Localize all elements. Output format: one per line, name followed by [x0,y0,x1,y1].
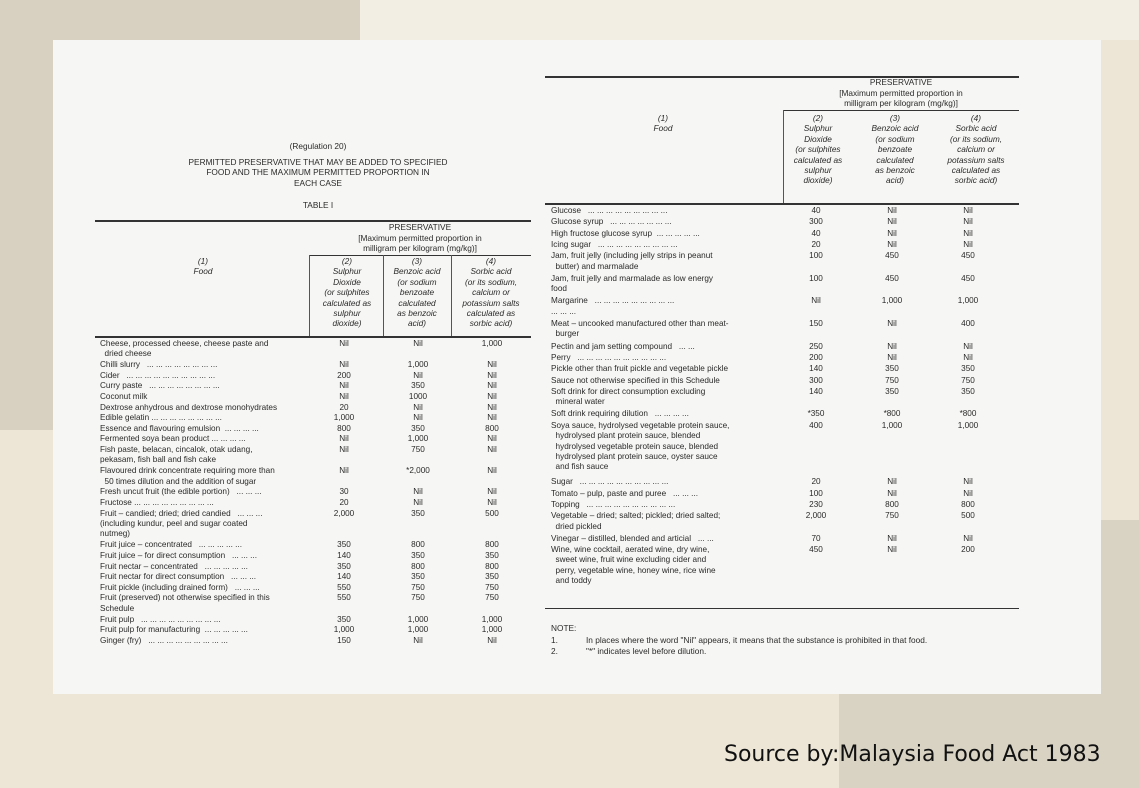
sulphur-cell: 70 [811,533,821,543]
sulphur-cell: Nil [339,466,349,476]
food-cell: Cider ... ... ... ... ... ... ... ... ... ... [100,370,216,380]
food-cell: Fruit pickle (including drained form) ... ... ... [100,582,260,592]
header-rule [783,110,1019,111]
col-sorbic-header: (4) Sorbic acid (or its sodium, calcium or potassium salts calculated as sorbic acid) [462,256,520,329]
benzoic-cell: 1,000 [881,420,903,430]
benzoic-cell: 350 [411,508,425,518]
sulphur-cell: 140 [809,386,823,396]
benzoic-cell: 1000 [408,392,428,401]
sorbic-cell: 1,000 [957,296,979,306]
table-rule [545,203,1019,205]
sulphur-cell: 1,000 [333,413,355,423]
food-cell: Soft drink for direct consumption excluding mineral water [551,386,706,407]
sulphur-cell: 20 [811,477,821,487]
table-label: TABLE I [302,200,334,210]
benzoic-cell: 750 [885,375,899,385]
food-cell: Soya sauce, hydrolysed vegetable protein sauce, hydrolysed plant protein sauce, blended hydrolysed vegetable protein sauce, blended hydrolysed plant protein sauce, oyster sauce and fish sauce [551,420,730,472]
food-cell: Edible gelatin ... ... ... ... ... ... ... ... [100,413,222,423]
food-cell: Chilli slurry ... ... ... ... ... ... ... ... [100,360,218,370]
sorbic-cell: 800 [485,561,499,571]
benzoic-cell: 350 [411,572,425,582]
food-cell: Vegetable – dried; salted; pickled; dried salted; dried pickled [551,511,721,531]
benzoic-cell: Nil [887,352,897,362]
sorbic-cell: Nil [487,487,497,497]
food-cell: High fructose glucose syrup ... ... ... ... ... [551,228,700,238]
sulphur-cell: 140 [809,364,823,374]
max-proportion-heading: [Maximum permitted proportion in milligram per kilogram (mg/kg)] [358,233,482,254]
sorbic-cell: Nil [963,206,973,215]
food-cell: Fresh uncut fruit (the edible portion) ... ... ... [100,487,262,497]
benzoic-cell: 350 [411,381,425,391]
sorbic-cell: 750 [961,375,975,385]
sorbic-cell: 500 [485,508,499,518]
sulphur-cell: 20 [811,239,821,249]
table-title: PERMITTED PRESERVATIVE THAT MAY BE ADDED TO SPECIFIED FOOD AND THE MAXIMUM PERMITTED PROPORTION IN EACH CASE [188,157,448,188]
benzoic-cell: Nil [887,341,897,351]
sorbic-cell: 1,000 [957,420,979,430]
food-cell: Jam, fruit jelly (including jelly strips in peanut butter) and marmalade [551,251,713,271]
sulphur-cell: 100 [809,251,823,261]
sorbic-cell: Nil [487,392,497,401]
food-cell: Fruit pulp ... ... ... ... ... ... ... ... ... [100,614,221,624]
sorbic-cell: 350 [485,572,499,582]
benzoic-cell: Nil [887,239,897,249]
benzoic-cell: 1,000 [407,625,429,635]
sorbic-cell: *800 [959,409,977,419]
col-divider [451,255,452,336]
sorbic-cell: 750 [485,582,499,592]
benzoic-cell: Nil [887,533,897,543]
sorbic-cell: 350 [961,386,975,396]
sorbic-cell: 1,000 [481,614,503,624]
sorbic-cell: Nil [487,370,497,380]
sorbic-cell: 450 [961,251,975,261]
sulphur-cell: 140 [337,551,351,560]
benzoic-cell: 750 [411,445,425,454]
sorbic-cell: Nil [963,239,973,249]
food-cell: Curry paste ... ... ... ... ... ... ... ... [100,381,220,391]
sorbic-cell: Nil [963,341,973,351]
sulphur-cell: 250 [809,341,823,351]
regulation-label: (Regulation 20) [289,141,347,151]
food-cell: Icing sugar ... ... ... ... ... ... ... ... ... [551,239,678,249]
sorbic-cell: Nil [487,360,497,370]
benzoic-cell: 750 [411,593,425,603]
sulphur-cell: 100 [809,488,823,498]
food-cell: Fruit juice – concentrated ... ... ... ... ... [100,540,242,550]
food-cell: Ginger (fry) ... ... ... ... ... ... ... ... ... [100,635,228,645]
note-number: 2. [551,646,558,656]
sorbic-cell: Nil [963,533,973,543]
benzoic-cell: 800 [411,561,425,571]
sulphur-cell: 350 [337,561,351,571]
col-divider [309,255,310,336]
note-text: In places where the word "Nil" appears, it means that the substance is prohibited in that food. [586,635,928,645]
sorbic-cell: 200 [961,545,975,554]
sorbic-cell: Nil [963,217,973,227]
food-cell: Wine, wine cocktail, aerated wine, dry wine, sweet wine, fruit wine excluding cider and perry, vegetable wine, honey wine, rice wine and toddy [551,545,716,586]
sorbic-cell: Nil [487,402,497,412]
sulphur-cell: Nil [811,296,821,306]
benzoic-cell: 1,000 [881,296,903,306]
food-cell: Fruit – candied; dried; dried candied ... ... ... (including kundur, peel and sugar coated nutmeg) [100,508,263,539]
note-title: NOTE: [551,623,577,633]
food-cell: Fish paste, belacan, cincalok, otak udang, pekasam, fish ball and fish cake [100,445,253,465]
sorbic-cell: Nil [963,228,973,238]
food-cell: Glucose syrup ... ... ... ... ... ... ... [551,217,672,227]
col-sulphur-header: (2) Sulphur Dioxide (or sulphites calculated as sulphur dioxide) [793,113,843,186]
sorbic-cell: Nil [487,445,497,454]
benzoic-cell: 1,000 [407,614,429,624]
sorbic-cell: 750 [485,593,499,603]
sulphur-cell: 550 [337,582,351,592]
benzoic-cell: 1,000 [407,360,429,370]
food-cell: Flavoured drink concentrate requiring more than 50 times dilution and the addition of sugar [100,466,275,486]
document-page [53,40,1101,694]
benzoic-cell: 800 [411,540,425,550]
sulphur-cell: Nil [339,445,349,454]
sorbic-cell: Nil [487,413,497,423]
sulphur-cell: 150 [809,319,823,328]
benzoic-cell: *2,000 [406,466,430,476]
sulphur-cell: 140 [337,572,351,582]
benzoic-cell: 350 [411,551,425,560]
food-cell: Jam, fruit jelly and marmalade as low energy food [551,273,713,294]
food-cell: Pectin and jam setting compound ... ... [551,341,695,351]
table-rule [95,336,531,338]
sulphur-cell: 20 [339,498,349,507]
col-food-header: (1) Food [653,113,673,134]
sulphur-cell: Nil [339,381,349,391]
food-cell: Soft drink requiring dilution ... ... ... ... [551,409,689,419]
sulphur-cell: 450 [809,545,823,554]
benzoic-cell: 450 [885,273,899,283]
sorbic-cell: 800 [485,423,499,433]
sulphur-cell: 40 [811,206,821,215]
food-cell: Dextrose anhydrous and dextrose monohydrates [100,402,278,412]
benzoic-cell: Nil [887,477,897,487]
benzoic-cell: Nil [887,206,897,215]
col-divider [383,255,384,336]
sulphur-cell: 550 [337,593,351,603]
benzoic-cell: Nil [887,319,897,328]
sorbic-cell: Nil [487,381,497,391]
food-cell: Margarine ... ... ... ... ... ... ... ... ... ... ... ... [551,296,675,316]
col-divider [783,110,784,203]
food-cell: Fruit nectar – concentrated ... ... ... ... ... [100,561,248,571]
sulphur-cell: 2,000 [805,511,827,521]
sulphur-cell: 200 [809,352,823,362]
benzoic-cell: Nil [413,370,423,380]
food-cell: Fructose ... ... ... ... ... ... ... ... ... [100,498,214,507]
benzoic-cell: 750 [411,582,425,592]
benzoic-cell: Nil [413,635,423,645]
food-cell: Glucose ... ... ... ... ... ... ... ... ... [551,206,668,215]
note-text: "*" indicates level before dilution. [586,646,707,656]
sorbic-cell: 800 [961,499,975,509]
benzoic-cell: 1,000 [407,434,429,444]
benzoic-cell: 350 [885,364,899,374]
sulphur-cell: 350 [337,540,351,550]
sulphur-cell: Nil [339,434,349,444]
sulphur-cell: 350 [337,614,351,624]
sulphur-cell: 230 [809,499,823,509]
food-cell: Fermented soya bean product ... ... ... ... [100,434,246,444]
sulphur-cell: Nil [339,392,349,401]
preservative-heading: PRESERVATIVE [869,77,933,87]
food-cell: Sauce not otherwise specified in this Schedule [551,375,720,385]
sorbic-cell: 800 [485,540,499,550]
sulphur-cell: 1,000 [333,625,355,635]
sulphur-cell: Nil [339,339,349,348]
benzoic-cell: 800 [885,499,899,509]
sulphur-cell: *350 [807,409,825,419]
sorbic-cell: 400 [961,319,975,328]
food-cell: Cheese, processed cheese, cheese paste and dried cheese [100,339,269,359]
food-cell: Fruit pulp for manufacturing ... ... ... ... ... [100,625,248,635]
benzoic-cell: Nil [413,339,423,348]
food-cell: Fruit juice – for direct consumption ... ... ... [100,551,257,560]
sorbic-cell: 1,000 [481,625,503,635]
food-cell: Pickle other than fruit pickle and vegetable pickle [551,364,729,374]
sorbic-cell: Nil [487,466,497,476]
sorbic-cell: Nil [487,498,497,507]
max-proportion-heading: [Maximum permitted proportion in milligram per kilogram (mg/kg)] [839,88,963,109]
benzoic-cell: Nil [413,498,423,507]
benzoic-cell: *800 [883,409,901,419]
food-cell: Essence and flavouring emulsion ... ... ... ... [100,423,259,433]
benzoic-cell: Nil [887,488,897,498]
benzoic-cell: 750 [885,511,899,521]
col-sorbic-header: (4) Sorbic acid (or its sodium, calcium or potassium salts calculated as sorbic acid) [947,113,1005,186]
sorbic-cell: Nil [487,635,497,645]
col-benzoic-header: (3) Benzoic acid (or sodium benzoate calculated as benzoic acid) [393,256,441,329]
food-cell: Perry ... ... ... ... ... ... ... ... ... ... [551,352,667,362]
sulphur-cell: 2,000 [333,508,355,518]
col-sulphur-header: (2) Sulphur Dioxide (or sulphites calculated as sulphur dioxide) [322,256,372,329]
sorbic-cell: Nil [963,352,973,362]
table-bottom-rule [545,608,1019,609]
food-cell: Topping ... ... ... ... ... ... ... ... ... ... [551,499,676,509]
sorbic-cell: Nil [963,477,973,487]
sulphur-cell: 40 [811,228,821,238]
sorbic-cell: Nil [487,434,497,444]
preservative-heading: PRESERVATIVE [388,222,452,232]
sorbic-cell: Nil [963,488,973,498]
sorbic-cell: 350 [485,551,499,560]
sorbic-cell: 1,000 [481,339,503,348]
benzoic-cell: 350 [411,423,425,433]
benzoic-cell: Nil [413,413,423,423]
sorbic-cell: 350 [961,364,975,374]
background-shape [360,0,1139,40]
sulphur-cell: 30 [339,487,349,497]
sulphur-cell: 150 [337,635,351,645]
benzoic-cell: Nil [413,487,423,497]
food-cell: Tomato – pulp, paste and puree ... ... ... [551,488,699,498]
col-food-header: (1) Food [193,256,213,277]
sulphur-cell: 200 [337,370,351,380]
food-cell: Coconut milk [100,392,148,401]
benzoic-cell: 450 [885,251,899,261]
sulphur-cell: 20 [339,402,349,412]
sulphur-cell: 100 [809,273,823,283]
sorbic-cell: 500 [961,511,975,521]
sulphur-cell: 800 [337,423,351,433]
col-benzoic-header: (3) Benzoic acid (or sodium benzoate calculated as benzoic acid) [871,113,919,186]
note-number: 1. [551,635,558,645]
food-cell: Vinegar – distilled, blended and articial ... ... [551,533,714,543]
sulphur-cell: 300 [809,217,823,227]
benzoic-cell: 350 [885,386,899,396]
food-cell: Meat – uncooked manufactured other than meat- burger [551,319,729,339]
food-cell: Sugar ... ... ... ... ... ... ... ... ... ... [551,477,669,487]
source-caption: Source by:Malaysia Food Act 1983 [724,742,1101,767]
sulphur-cell: Nil [339,360,349,370]
benzoic-cell: Nil [887,545,897,554]
benzoic-cell: Nil [413,402,423,412]
benzoic-cell: Nil [887,217,897,227]
food-cell: Fruit (preserved) not otherwise specified in this Schedule [100,593,270,613]
benzoic-cell: Nil [887,228,897,238]
sulphur-cell: 400 [809,420,823,430]
sorbic-cell: 450 [961,273,975,283]
sulphur-cell: 300 [809,375,823,385]
food-cell: Fruit nectar for direct consumption ... ... ... [100,572,257,582]
